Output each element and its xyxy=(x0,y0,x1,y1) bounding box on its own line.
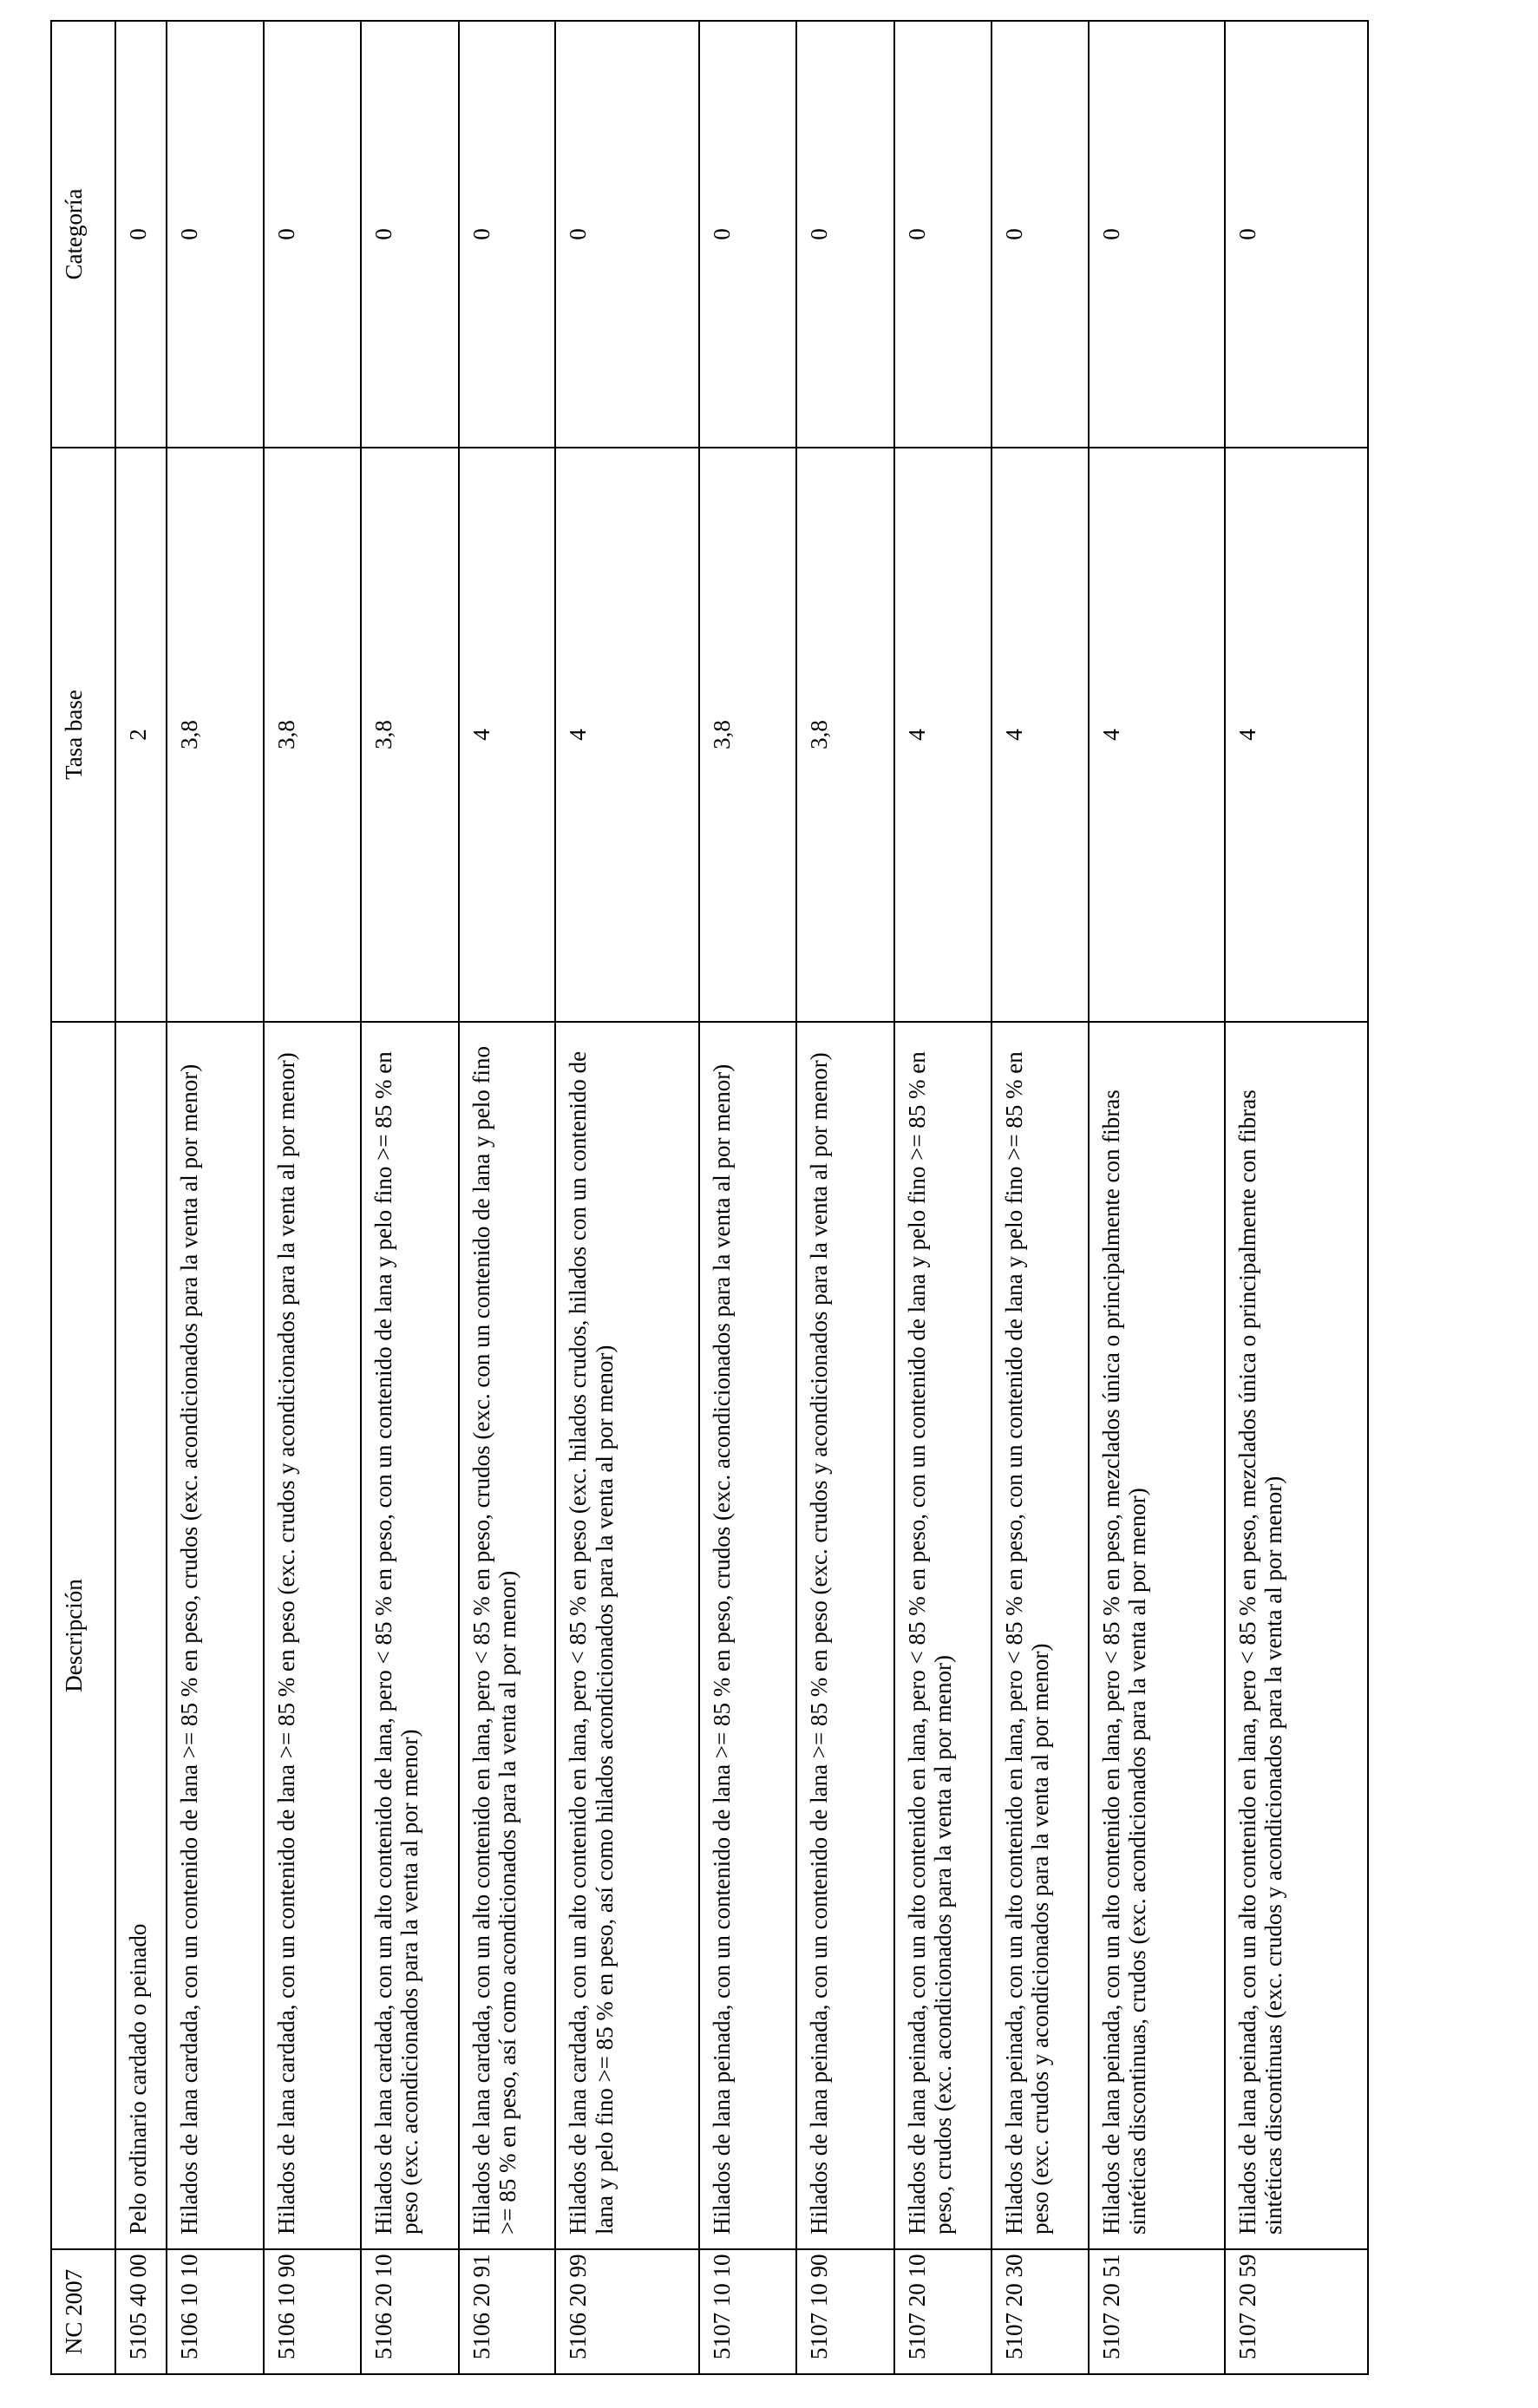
header-description: Descripción xyxy=(51,1022,115,2249)
header-base-rate: Tasa base xyxy=(51,448,115,1022)
category: 0 xyxy=(264,21,361,448)
base-rate: 4 xyxy=(459,448,556,1022)
base-rate: 3,8 xyxy=(264,448,361,1022)
table-row xyxy=(459,21,556,2374)
table-row xyxy=(894,21,992,2374)
category: 0 xyxy=(1225,21,1368,448)
nc-code: 5106 10 10 xyxy=(167,2249,264,2374)
table-row xyxy=(361,21,459,2374)
base-rate: 3,8 xyxy=(796,448,894,1022)
description: Hilados de lana peinada, con un alto contenido en lana, pero < 85 % en peso, mezclados única o principalmente con fibras sintéticas discontinuas, crudos (exc. acondicionados para la venta al por menor) xyxy=(1089,1022,1225,2249)
table-row xyxy=(1225,21,1368,2374)
nc-code: 5107 20 10 xyxy=(894,2249,992,2374)
table-row xyxy=(167,21,264,2374)
table-row xyxy=(992,21,1089,2374)
description: Hilados de lana cardada, con un alto contenido en lana, pero < 85 % en peso, crudos (exc. con un contenido de lana y pelo fino >= 85 % en peso, así como acondicionados para la venta al por menor) xyxy=(459,1022,556,2249)
table-row xyxy=(796,21,894,2374)
nc-code: 5106 20 91 xyxy=(459,2249,556,2374)
category: 0 xyxy=(796,21,894,448)
base-rate: 4 xyxy=(555,448,698,1022)
description: Hilados de lana peinada, con un alto contenido en lana, pero < 85 % en peso, con un contenido de lana y pelo fino >= 85 % en peso (exc. crudos y acondicionados para la venta al por menor) xyxy=(992,1022,1089,2249)
category: 0 xyxy=(459,21,556,448)
description: Hilados de lana peinada, con un alto contenido en lana, pero < 85 % en peso, mezclados única o principalmente con fibras sintéticas discontinuas (exc. crudos y acondicionados para la venta al por menor) xyxy=(1225,1022,1368,2249)
description: Hilados de lana cardada, con un contenido de lana >= 85 % en peso, crudos (exc. acondicionados para la venta al por menor) xyxy=(167,1022,264,2249)
category: 0 xyxy=(992,21,1089,448)
header-category: Categoría xyxy=(51,21,115,448)
rotated-page xyxy=(50,22,1369,2375)
base-rate: 3,8 xyxy=(361,448,459,1022)
base-rate: 4 xyxy=(992,448,1089,1022)
nc-code: 5107 20 59 xyxy=(1225,2249,1368,2374)
description: Hilados de lana cardada, con un contenido de lana >= 85 % en peso (exc. crudos y acondicionados para la venta al por menor) xyxy=(264,1022,361,2249)
tariff-table xyxy=(50,20,1369,2375)
base-rate: 4 xyxy=(1225,448,1368,1022)
table-row xyxy=(555,21,698,2374)
base-rate: 2 xyxy=(115,448,167,1022)
description: Hilados de lana peinada, con un contenido de lana >= 85 % en peso, crudos (exc. acondicionados para la venta al por menor) xyxy=(699,1022,796,2249)
header-code: NC 2007 xyxy=(51,2249,115,2374)
description: Hilados de lana peinada, con un alto contenido en lana, pero < 85 % en peso, con un contenido de lana y pelo fino >= 85 % en peso, crudos (exc. acondicionados para la venta al por menor) xyxy=(894,1022,992,2249)
description: Hilados de lana cardada, con un alto contenido en lana, pero < 85 % en peso (exc. hilados crudos, hilados con un contenido de lana y pelo fino >= 85 % en peso, así como hilados acondicionados para la venta al por menor) xyxy=(555,1022,698,2249)
category: 0 xyxy=(1089,21,1225,448)
category: 0 xyxy=(555,21,698,448)
nc-code: 5107 10 90 xyxy=(796,2249,894,2374)
category: 0 xyxy=(361,21,459,448)
description: Hilados de lana peinada, con un contenido de lana >= 85 % en peso (exc. crudos y acondicionados para la venta al por menor) xyxy=(796,1022,894,2249)
category: 0 xyxy=(115,21,167,448)
nc-code: 5107 20 30 xyxy=(992,2249,1089,2374)
base-rate: 3,8 xyxy=(699,448,796,1022)
category: 0 xyxy=(167,21,264,448)
nc-code: 5105 40 00 xyxy=(115,2249,167,2374)
base-rate: 3,8 xyxy=(167,448,264,1022)
nc-code: 5107 10 10 xyxy=(699,2249,796,2374)
nc-code: 5106 10 90 xyxy=(264,2249,361,2374)
nc-code: 5106 20 10 xyxy=(361,2249,459,2374)
description: Pelo ordinario cardado o peinado xyxy=(115,1022,167,2249)
nc-code: 5106 20 99 xyxy=(555,2249,698,2374)
table-row xyxy=(1089,21,1225,2374)
base-rate: 4 xyxy=(894,448,992,1022)
header-row xyxy=(51,21,115,2374)
description: Hilados de lana cardada, con un alto contenido de lana, pero < 85 % en peso, con un contenido de lana y pelo fino >= 85 % en peso (exc. acondicionados para la venta al por menor) xyxy=(361,1022,459,2249)
table-row xyxy=(699,21,796,2374)
base-rate: 4 xyxy=(1089,448,1225,1022)
category: 0 xyxy=(699,21,796,448)
category: 0 xyxy=(894,21,992,448)
nc-code: 5107 20 51 xyxy=(1089,2249,1225,2374)
table-row xyxy=(115,21,167,2374)
table-row xyxy=(264,21,361,2374)
